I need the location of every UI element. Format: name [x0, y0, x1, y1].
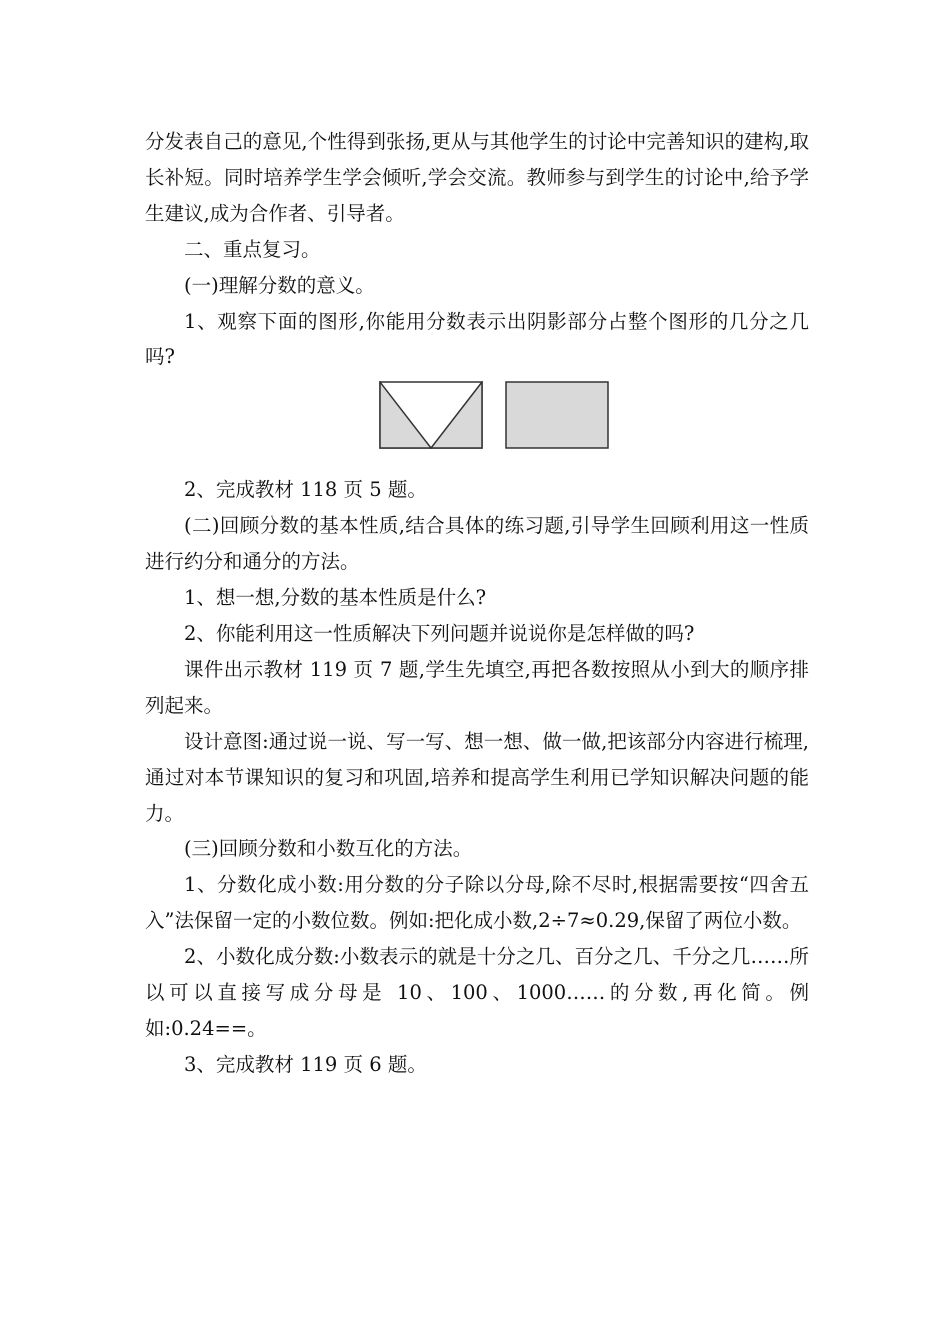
rectangle-triangle-figure [380, 382, 482, 448]
question-solve-problems: 2、你能利用这一性质解决下列问题并说说你是怎样做的吗? [184, 621, 695, 645]
subsection-heading-basic-property: (二)回顾分数的基本性质,结合具体的练习题,引导学生回顾利用这一性质进行约分和通分的方法。 [145, 514, 809, 574]
shape-figures-svg [379, 381, 611, 451]
courseware-task-119-7: 课件出示教材 119 页 7 题,学生先填空,再把各数按照从小到大的顺序排列起来。 [145, 657, 809, 717]
question-observe-figures: 1、观察下面的图形,你能用分数表示出阴影部分占整个图形的几分之几吗? [145, 309, 809, 369]
section-heading-review: 二、重点复习。 [184, 237, 321, 261]
decimal-to-fraction: 2、小数化成分数:小数表示的就是十分之几、百分之几、千分之几……所以可以直接写成分母是 10、100、1000……的分数,再化简。例如:0.24==。 [145, 945, 809, 1040]
task-textbook-119-6: 3、完成教材 119 页 6 题。 [184, 1052, 427, 1076]
fraction-to-decimal: 1、分数化成小数:用分数的分子除以分母,除不尽时,根据需要按“四舍五入”法保留一定的小数位数。例如:把化成小数,2÷7≈0.29,保留了两位小数。 [145, 873, 809, 933]
shaded-figures [145, 375, 809, 472]
task-textbook-118: 2、完成教材 118 页 5 题。 [184, 478, 427, 502]
document-body [145, 124, 809, 1083]
paragraph-continuation: 分发表自己的意见,个性得到张扬,更从与其他学生的讨论中完善知识的建构,取长补短。同时培养学生学会倾听,学会交流。教师参与到学生的讨论中,给予学生建议,成为合作者、引导者。 [145, 130, 809, 225]
question-think-property: 1、想一想,分数的基本性质是什么? [184, 586, 487, 610]
shaded-rectangle [506, 382, 608, 448]
subsection-heading-conversion: (三)回顾分数和小数互化的方法。 [184, 837, 473, 861]
subsection-heading-fraction-meaning: (一)理解分数的意义。 [184, 273, 375, 297]
design-intent: 设计意图:通过说一说、写一写、想一想、做一做,把该部分内容进行梳理,通过对本节课知识的复习和巩固,培养和提高学生利用已学知识解决问题的能力。 [145, 729, 809, 825]
